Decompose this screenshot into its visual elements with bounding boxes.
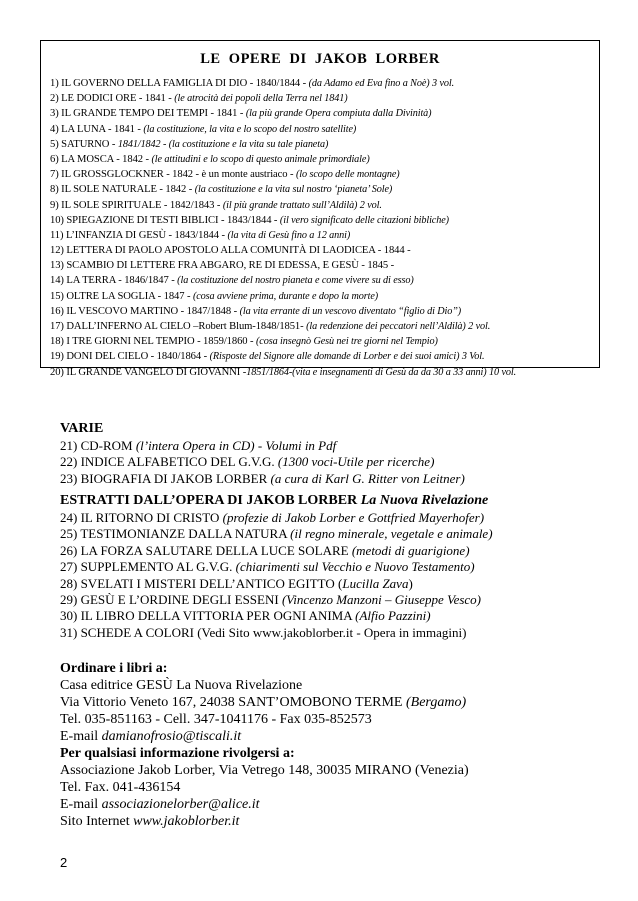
item-description: (le atrocità dei popoli della Terra nel 1841) [174,93,348,105]
info-website-link[interactable]: www.jakoblorber.it [133,814,240,829]
item-title: 15) OLTRE LA SOGLIA - 1847 - [50,290,193,302]
order-section [60,660,600,745]
info-email-row [60,796,600,813]
estratti-heading [60,492,600,510]
list-item [50,334,598,349]
info-email-link[interactable]: associazionelorber@alice.it [101,797,260,812]
order-email-label: E-mail [60,729,102,744]
item-description: (il regno minerale, vegetale e animale) [290,526,493,542]
list-item [50,198,598,213]
item-description: 1841/1842 - (la costituzione e la vita su tale pianeta) [117,138,329,150]
list-item [50,182,598,197]
list-item [50,91,598,106]
list-item [60,608,600,624]
info-website-label: Sito Internet [60,814,134,829]
info-phone: Tel. Fax. 041-436154 [60,780,181,795]
item-description: (la redenzione dei peccatori nell’Aldilà) 2 vol. [306,321,491,332]
item-title: 28) SVELATI I MISTERI DELL’ANTICO EGITTO ( [60,575,343,591]
list-item [50,213,598,228]
item-description: (la vita di Gesù fino a 12 anni) [227,229,351,241]
info-lead: Per qualsiasi informazione rivolgersi a: [60,746,295,761]
item-description: (cosa avviene prima, durante e dopo la morte) [192,290,379,302]
list-item [60,625,600,641]
works-box [40,40,600,378]
item-description: 1851/1864-(vita e insegnamenti di Gesù da da 30 a 33 anni) 10 vol. [246,366,517,378]
list-item [50,152,598,167]
order-phone: Tel. 035-851163 - Cell. 347-1041176 - Fax 035-852573 [60,712,372,727]
list-item [50,304,598,319]
list-item [50,228,598,243]
item-title: 3) IL GRANDE TEMPO DEI TEMPI - 1841 - [50,108,246,120]
item-description: (chiarimenti sul Vecchio e Nuovo Testamento) [235,559,475,575]
item-description: (la vita errante di un vescovo diventato “figlio di Dio”) [239,305,462,317]
item-description: (l’intera Opera in CD) - Volumi in Pdf [135,438,337,453]
estratti-list [60,510,600,641]
list-item [50,106,598,121]
item-title: 6) LA MOSCA - 1842 - [50,153,152,165]
item-title: 16) IL VESCOVO MARTINO - 1847/1848 - [50,305,240,317]
item-title: 29) GESÙ E L’ORDINE DEGLI ESSENI [60,591,282,607]
item-title: 25) TESTIMONIANZE DALLA NATURA [60,526,291,542]
item-title: 10) SPIEGAZIONE DI TESTI BIBLICI - 1843/1844 - [50,214,280,226]
list-item [60,559,600,575]
item-title: 23) BIOGRAFIA DI JAKOB LORBER [60,470,271,486]
list-item [50,258,598,273]
item-description: (il più grande trattato sull’Aldilà) 2 vol. [222,199,382,211]
item-title: 26) LA FORZA SALUTARE DELLA LUCE SOLARE [60,542,352,558]
list-item [50,137,598,152]
item-title: 30) IL LIBRO DELLA VITTORIA PER OGNI ANIMA [60,608,356,624]
item-title: 1) IL GOVERNO DELLA FAMIGLIA DI DIO - 1840/1844 - [50,78,309,89]
item-tail: ) [408,575,413,591]
item-description: (1300 voci-Utile per ricerche) [277,454,435,470]
item-title: 2) LE DODICI ORE - 1841 - [50,93,175,105]
list-item [50,289,598,304]
list-item [50,319,598,334]
list-item [60,526,600,542]
order-lead: Ordinare i libri a: [60,661,168,676]
list-item [60,454,600,470]
list-item [50,349,598,364]
order-email-link[interactable]: damianofrosio@tiscali.it [101,729,242,744]
list-item [60,576,600,592]
list-item [50,365,598,380]
estratti-section [60,492,600,641]
item-description: (profezie di Jakob Lorber e Gottfried Mayerhofer) [222,510,485,525]
item-title: 7) IL GROSSGLOCKNER - 1842 - è un monte austriaco - [50,169,296,181]
item-title: 31) SCHEDE A COLORI (Vedi Sito www.jakoblorber.it - Opera in immagini) [60,624,467,640]
item-title: 13) SCAMBIO DI LETTERE FRA ABGARO, RE DI EDESSA, E GESÙ - 1845 - [50,260,395,272]
info-email-label: E-mail [60,797,102,812]
item-title: 5) SATURNO - [50,138,118,150]
item-title: 20) IL GRANDE VANGELO DI GIOVANNI - [50,366,247,378]
item-title: 22) INDICE ALFABETICO DEL G.V.G. [60,454,278,470]
list-item [60,510,600,526]
item-title: 14) LA TERRA - 1846/1847 - [50,275,178,287]
item-title: 27) SUPPLEMENTO AL G.V.G. [60,559,236,575]
list-item [50,76,598,91]
list-item [60,543,600,559]
order-email-row [60,728,600,745]
item-description: (Risposte del Signore alle domande di Lorber e dei suoi amici) 3 Vol. [209,351,485,363]
item-title: 4) LA LUNA - 1841 - [50,123,144,135]
info-section [60,745,600,830]
item-description: (da Adamo ed Eva fino a Noè) 3 vol. [308,78,455,89]
list-item [60,471,600,487]
item-description: (la costituzione e la vita sul nostro ‘pianeta’ Sole) [194,184,393,196]
item-description: (la costituzione del nostro pianeta e come vivere su di esso) [177,275,414,287]
item-description: (il vero significato delle citazioni bibliche) [279,214,449,226]
item-title: 24) IL RITORNO DI CRISTO [60,510,223,525]
varie-section [60,420,600,487]
list-item [50,167,598,182]
list-item [50,122,598,137]
item-title: 19) DONI DEL CIELO - 1840/1864 - [50,351,210,363]
estratti-heading-sub: La Nuova Rivelazione [360,493,489,508]
order-publisher: Casa editrice GESÙ La Nuova Rivelazione [60,678,303,693]
page-number: 2 [60,855,68,870]
works-list [50,76,598,380]
item-title: 11) L’INFANZIA DI GESÙ - 1843/1844 - [50,229,228,241]
item-title: 8) IL SOLE NATURALE - 1842 - [50,184,195,196]
item-description: (metodi di guarigione) [351,542,470,558]
order-address-main: Via Vittorio Veneto 167, 24038 SANT’OMOBONO TERME [60,695,406,710]
item-description: (lo scopo delle montagne) [295,169,400,181]
item-description: (la più grande Opera compiuta dalla Divinità) [245,108,432,120]
varie-heading: VARIE [60,421,104,436]
item-description: (cosa insegnò Gesù nei tre giorni nel Tempio) [256,336,438,348]
item-title: 18) I TRE GIORNI NEL TEMPIO - 1859/1860 - [50,336,256,348]
list-item [60,438,600,454]
order-address-province: (Bergamo) [405,695,467,710]
item-description: (Vincenzo Manzoni – Giuseppe Vesco) [281,591,481,607]
info-website-row [60,813,600,830]
order-address [60,694,600,711]
item-description: (le attitudini e lo scopo di questo animale primordiale) [151,153,370,165]
list-item [50,243,598,258]
item-title: 21) CD-ROM [60,438,136,453]
item-title: 17) DALL’INFERNO AL CIELO –Robert Blum-1848/1851- [50,321,307,332]
item-description: (a cura di Karl G. Ritter von Leitner) [270,470,465,486]
list-item [50,273,598,288]
estratti-heading-main: ESTRATTI DALL’OPERA DI JAKOB LORBER [60,493,361,508]
item-description: (la costituzione, la vita e lo scopo del nostro satellite) [143,123,357,135]
item-title: 9) IL SOLE SPIRITUALE - 1842/1843 - [50,199,223,211]
item-description: (Alfio Pazzini) [355,608,431,624]
varie-list [60,438,600,487]
works-box-title: LE OPERE DI JAKOB LORBER [200,51,440,67]
list-item [60,592,600,608]
item-title: 12) LETTERA DI PAOLO APOSTOLO ALLA COMUNITÀ DI LAODICEA - 1844 - [50,245,411,257]
item-description: Lucilla Zava [342,575,409,591]
info-address: Associazione Jakob Lorber, Via Vetrego 148, 30035 MIRANO (Venezia) [60,763,469,778]
